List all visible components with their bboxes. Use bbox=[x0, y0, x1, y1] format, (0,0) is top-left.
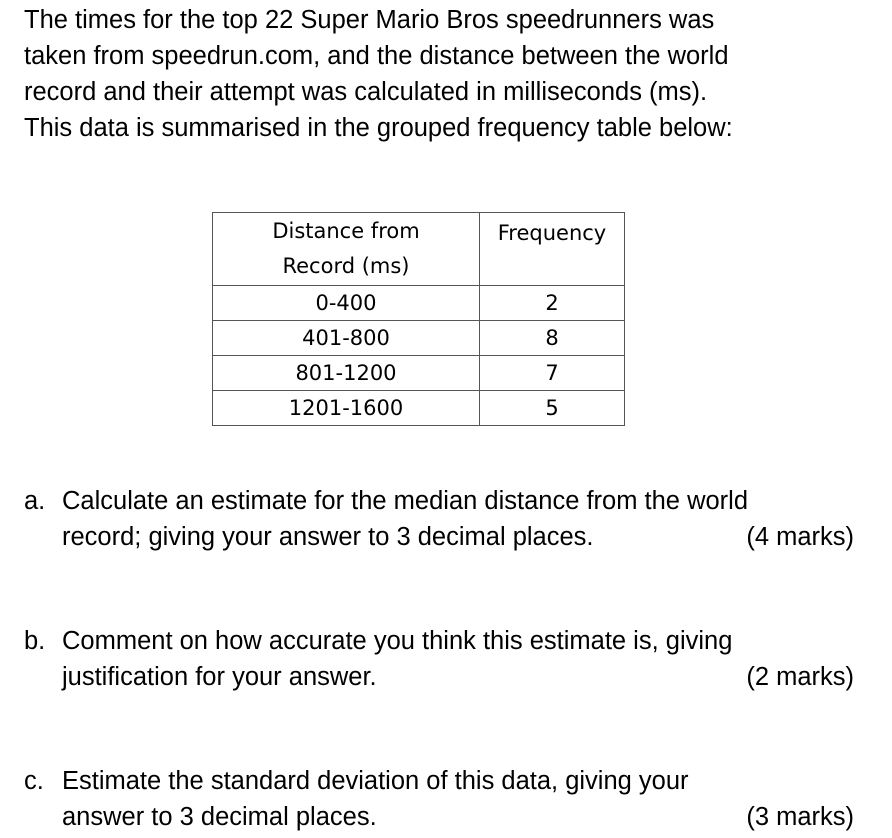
range-cell: 1201-1600 bbox=[213, 391, 480, 426]
question-label: b. bbox=[24, 627, 46, 655]
distance-header-line2: Record (ms) bbox=[282, 254, 410, 278]
question-marks: (2 marks) bbox=[746, 663, 854, 691]
range-cell: 0-400 bbox=[213, 286, 480, 321]
intro-line: taken from speedrun.com, and the distance between the world bbox=[24, 42, 729, 70]
frequency-header: Frequency bbox=[480, 213, 625, 286]
range-cell: 801-1200 bbox=[213, 356, 480, 391]
frequency-cell: 2 bbox=[480, 286, 625, 321]
frequency-table bbox=[212, 212, 625, 426]
distance-header bbox=[213, 213, 480, 286]
question-label: a. bbox=[24, 487, 46, 515]
intro-paragraph bbox=[24, 2, 884, 146]
question-marks: (3 marks) bbox=[746, 803, 854, 831]
question-text-line1: Estimate the standard deviation of this data, giving your bbox=[62, 767, 689, 795]
question-b bbox=[24, 623, 854, 695]
table-row bbox=[213, 321, 625, 356]
question-text-line1: Comment on how accurate you think this estimate is, giving bbox=[62, 627, 733, 655]
table-header-row bbox=[213, 213, 625, 286]
question-marks: (4 marks) bbox=[746, 523, 854, 551]
intro-line: record and their attempt was calculated in milliseconds (ms). bbox=[24, 78, 708, 106]
question-text-line2: answer to 3 decimal places. bbox=[62, 803, 377, 831]
question-c bbox=[24, 763, 854, 835]
table-row bbox=[213, 286, 625, 321]
question-label: c. bbox=[24, 767, 44, 795]
intro-line: The times for the top 22 Super Mario Bros speedrunners was bbox=[24, 6, 715, 34]
frequency-cell: 7 bbox=[480, 356, 625, 391]
question-text-line2: record; giving your answer to 3 decimal places. bbox=[62, 523, 594, 551]
question-text-line1: Calculate an estimate for the median distance from the world bbox=[62, 487, 749, 515]
question-text-line2: justification for your answer. bbox=[62, 663, 377, 691]
table-row bbox=[213, 391, 625, 426]
frequency-cell: 8 bbox=[480, 321, 625, 356]
intro-line: This data is summarised in the grouped frequency table below: bbox=[24, 114, 733, 142]
question-a bbox=[24, 483, 854, 555]
table-row bbox=[213, 356, 625, 391]
frequency-cell: 5 bbox=[480, 391, 625, 426]
range-cell: 401-800 bbox=[213, 321, 480, 356]
distance-header-line1: Distance from bbox=[272, 219, 420, 243]
